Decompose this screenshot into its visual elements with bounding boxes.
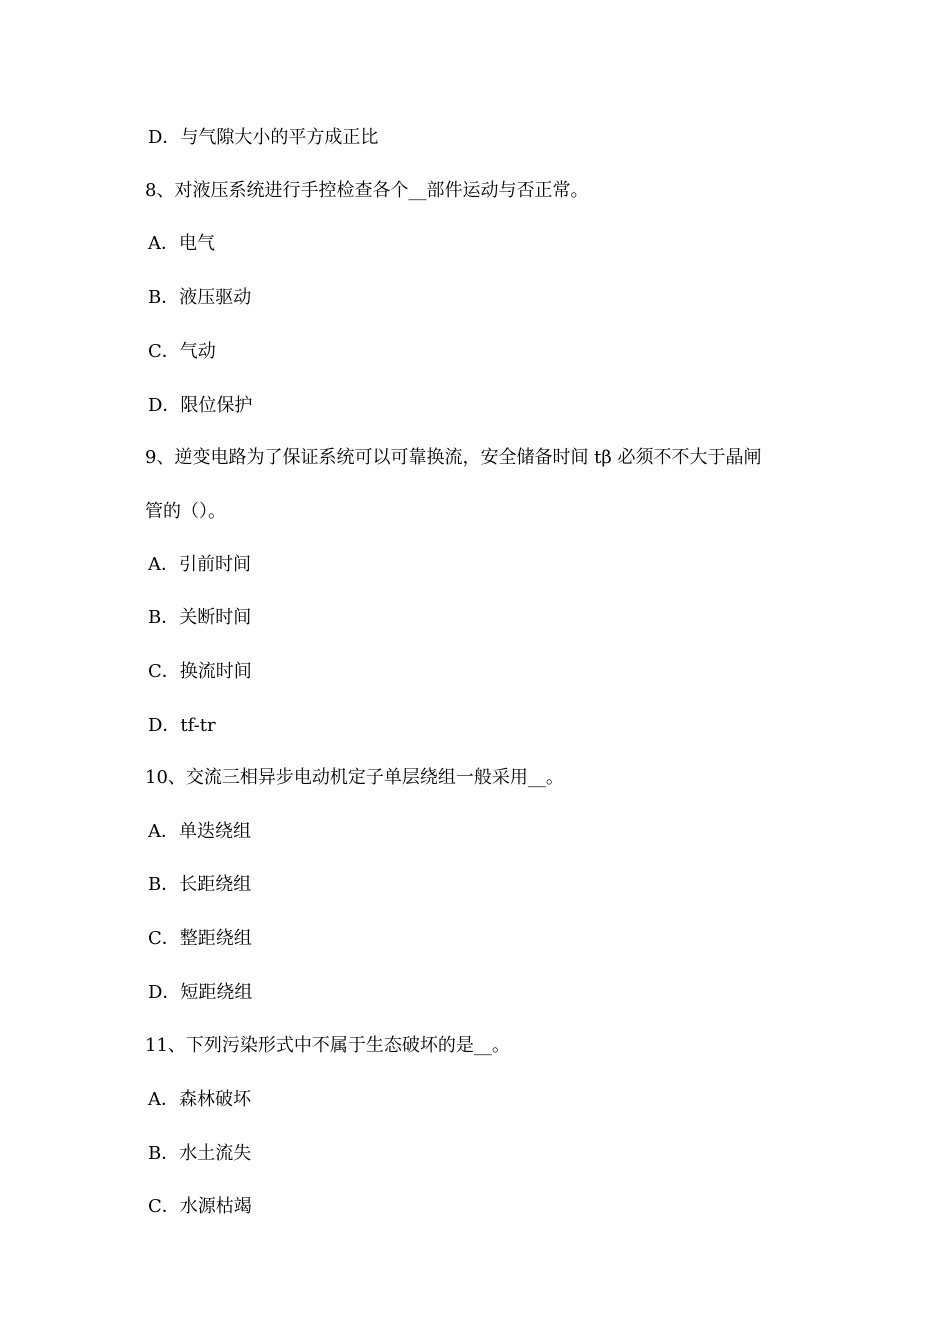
option-a-q10: A．单迭绕组 [148, 821, 251, 842]
question-9-line-1: 9、逆变电路为了保证系统可以可靠换流，安全储备时间 tβ 必须不不大于晶闸 [145, 447, 762, 468]
option-b-q9: B．关断时间 [148, 607, 252, 628]
option-c-q8: C．气动 [148, 341, 216, 362]
option-b-q8: B．液压驱动 [148, 287, 252, 308]
option-b-q11: B．水土流失 [148, 1143, 252, 1164]
option-a-q8: A．电气 [148, 233, 215, 254]
option-c-q10: C．整距绕组 [148, 928, 252, 949]
question-11: 11、下列污染形式中不属于生态破坏的是__。 [145, 1035, 510, 1056]
option-d-q7: D．与气隙大小的平方成正比 [148, 127, 379, 148]
option-d-q10: D．短距绕组 [148, 982, 253, 1003]
option-c-q9: C．换流时间 [148, 661, 252, 682]
question-10: 10、交流三相异步电动机定子单层绕组一般采用__。 [145, 767, 564, 788]
option-b-q10: B．长距绕组 [148, 874, 252, 895]
option-d-q9: D．tf-tr [148, 715, 216, 736]
question-9-line-2: 管的（）。 [145, 501, 226, 522]
option-d-q8: D．限位保护 [148, 395, 253, 416]
question-8: 8、对液压系统进行手控检查各个__部件运动与否正常。 [145, 180, 589, 201]
option-a-q11: A．森林破坏 [148, 1089, 251, 1110]
option-a-q9: A．引前时间 [148, 554, 251, 575]
option-c-q11: C．水源枯竭 [148, 1196, 252, 1217]
